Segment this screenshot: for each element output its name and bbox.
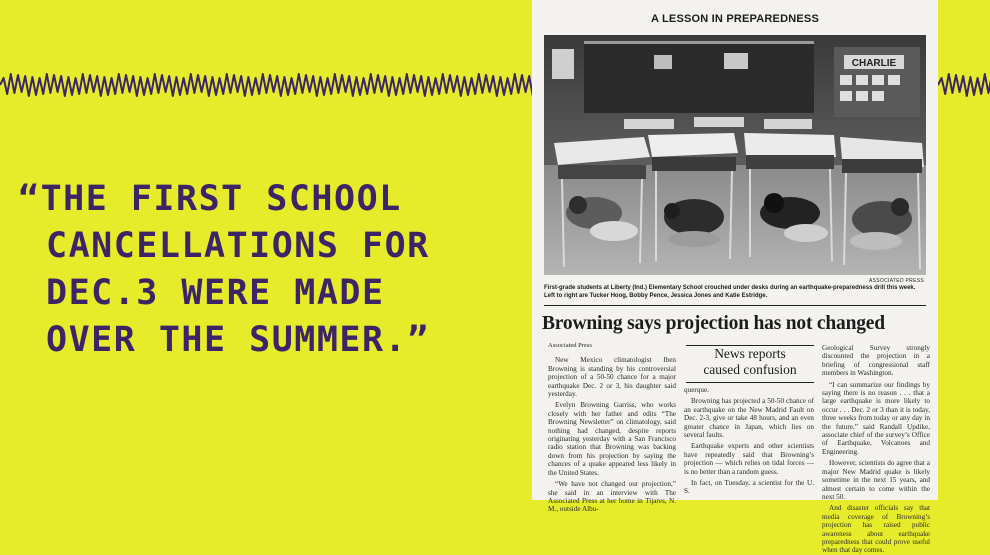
- classroom-photo: [544, 35, 926, 275]
- photo-caption: First-grade students at Liberty (Ind.) Elementary School crouched under desks during an earthquake-preparedness drill this week. Left to right are Tucker Hoog, Bobby Pence, Jessica Jones and Katie Estridge.: [544, 285, 916, 299]
- inset-line-2: caused confusion: [703, 362, 797, 377]
- article-column-1: [548, 342, 676, 514]
- paragraph: And disaster officials say that media coverage of Browning’s projection has raised public awareness about earthquake preparedness that could prove useful when that day comes.: [822, 504, 930, 555]
- pull-quote: [18, 176, 538, 364]
- paragraph: New Mexico climatologist Iben Browning is standing by his controversial projection of a 50-50 chance for a major earthquake Dec. 2 or 3, his daughter said yesterday.: [548, 356, 676, 399]
- paragraph: “We have not changed our projection,” she said in an interview with The Associated Press at her home in Tijares, N. M., outside Albu-: [548, 480, 676, 514]
- inset-headline: [686, 345, 814, 383]
- wall-sign-text: CHARLIE: [851, 58, 897, 69]
- quote-line-3: DEC.3 WERE MADE: [46, 273, 385, 313]
- photo-credit: ASSOCIATED PRESS: [869, 278, 924, 284]
- paragraph: querque.: [684, 386, 709, 394]
- paragraph: Browning has projected a 50-50 chance of an earthquake on the New Madrid Fault on Dec. 2-3, give or take 48 hours, and an even greater chance in Japan, which lies on several faults.: [684, 397, 814, 440]
- quote-line-1: “THE FIRST SCHOOL: [18, 179, 402, 219]
- caption-rule: [544, 305, 926, 306]
- article-column-3: [822, 344, 930, 555]
- article-headline: Browning says projection has not changed: [542, 313, 885, 334]
- inset-line-1: News reports: [714, 346, 786, 361]
- quote-line-2: CANCELLATIONS FOR: [46, 226, 430, 266]
- article-byline: Associated Press: [548, 342, 592, 349]
- paragraph: In fact, on Tuesday, a scientist for the U. S.: [684, 479, 814, 496]
- article-column-2: [684, 386, 814, 496]
- quote-line-4: OVER THE SUMMER.”: [46, 320, 430, 360]
- paragraph: However, scientists do agree that a major New Madrid quake is likely sometime in the next 15 years, and almost certain to come within the next 50.: [822, 459, 930, 501]
- paragraph: Geological Survey strongly discounted the projection in a briefing of congressional staff members in Washington.: [822, 344, 930, 378]
- newspaper-clipping: [532, 0, 938, 555]
- paragraph: Earthquake experts and other scientists have repeatedly said that Browning’s projection — which relies on tidal forces — is no better than a random guess.: [684, 442, 814, 476]
- zigzag-divider-right: [938, 68, 990, 102]
- clipping-kicker: A LESSON IN PREPAREDNESS: [651, 13, 819, 25]
- zigzag-divider-left: [0, 68, 540, 102]
- paragraph: Evelyn Browning Garriss, who works closely with her father and edits “The Browning Newsletter” on climatology, said nothing had changed, despite reports originating yesterday with a San Francisco radio station that Browning was backing down from his projection by saying the chances of a quake appeared less likely in the United States.: [548, 401, 676, 477]
- paragraph: “I can summarize our findings by saying there is no reason . . . that a large earthquake is more likely to occur . . . Dec. 2 or 3 than it is today, three weeks from today or any day in the future,” said Randall Updike, associate chief of the survey’s Office of Earthquake, Volcanoes and Engineering.: [822, 380, 930, 456]
